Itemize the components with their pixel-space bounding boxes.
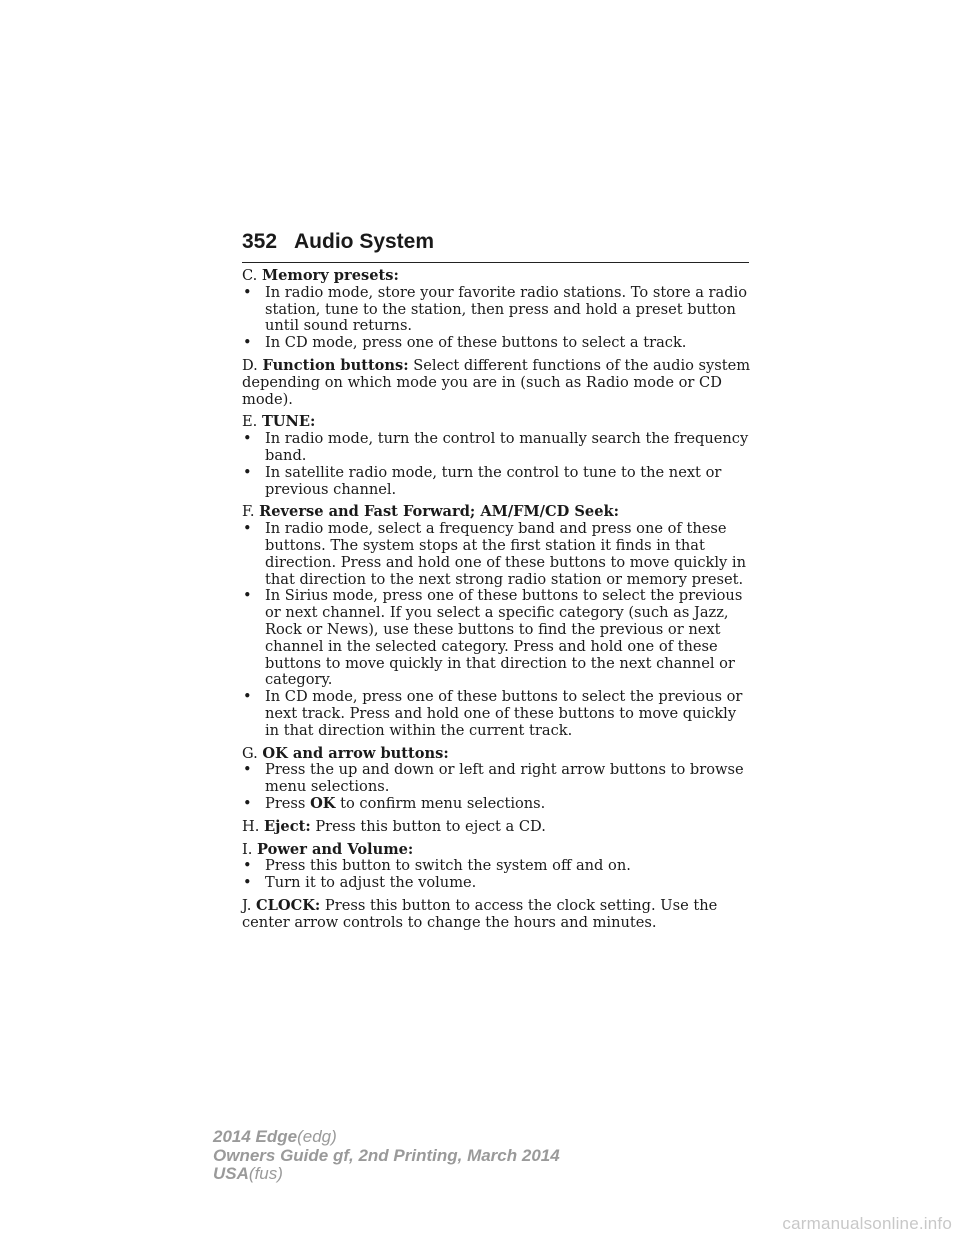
list-item: • In radio mode, store your favorite radio stations. To store a radio station, tune to the station, then press and hold a preset button until sound returns. xyxy=(242,285,752,335)
list-item: • In Sirius mode, press one of these buttons to select the previous or next channel. If you select a specific category (such as Jazz, Rock or News), use these buttons to find the previous or next channel in the selected category. Press and hold one of these buttons to move quickly in that direction to the next channel or category. xyxy=(242,588,752,689)
footer-model-code: (edg) xyxy=(297,1127,337,1146)
section-title: Audio System xyxy=(294,230,435,253)
footer-guide-info: Owners Guide gf, 2nd Printing, March 2014 xyxy=(213,1145,560,1165)
item-letter: G. xyxy=(242,744,258,762)
item-g-heading xyxy=(242,746,752,763)
item-i-bullets xyxy=(242,858,752,892)
footer-market: USA xyxy=(213,1164,249,1183)
page-header xyxy=(242,226,749,263)
list-item-suffix: to confirm menu selections. xyxy=(340,794,546,812)
item-label: Function buttons: xyxy=(262,356,409,374)
footer-line-market xyxy=(213,1165,560,1184)
item-letter: D. xyxy=(242,356,258,374)
item-e-heading xyxy=(242,414,752,431)
item-text: Press this button to access the clock setting. Use the center arrow controls to change the hours and minutes. xyxy=(242,896,718,931)
item-label: TUNE: xyxy=(261,413,316,431)
item-j xyxy=(242,898,752,932)
item-label: Reverse and Fast Forward; AM/FM/CD Seek: xyxy=(259,503,619,521)
item-label: OK and arrow buttons: xyxy=(262,744,449,762)
item-label: Memory presets: xyxy=(261,267,399,284)
list-item: • In CD mode, press one of these buttons to select a track. xyxy=(242,335,752,352)
ok-label: OK xyxy=(310,794,336,812)
list-item: • In CD mode, press one of these buttons to select the previous or next track. Press and hold one of these buttons to move quickly in that direction within the current track. xyxy=(242,689,752,739)
watermark: carmanualsonline.info xyxy=(782,1214,952,1233)
footer-line-model xyxy=(213,1128,560,1147)
item-c-bullets xyxy=(242,285,752,352)
page-footer xyxy=(213,1128,560,1184)
item-label: CLOCK: xyxy=(256,896,321,914)
item-letter: J. xyxy=(242,896,252,914)
list-item-prefix: Press xyxy=(265,794,306,812)
list-item: • Press this button to switch the system off and on. xyxy=(242,858,752,875)
list-item: • In radio mode, turn the control to manually search the frequency band. xyxy=(242,431,752,465)
list-item: • Turn it to adjust the volume. xyxy=(242,875,752,892)
footer-model: 2014 Edge xyxy=(213,1127,298,1146)
item-letter: I. xyxy=(242,840,253,858)
item-f-heading xyxy=(242,504,752,521)
page-number: 352 xyxy=(242,230,278,253)
item-letter: E. xyxy=(242,413,258,431)
list-item: • In radio mode, select a frequency band and press one of these buttons. The system stops at the first station it finds in that direction. Press and hold one of these buttons to move quickly in that direction to the next strong radio station or memory preset. xyxy=(242,521,752,588)
item-g-bullets xyxy=(242,762,752,812)
item-letter: F. xyxy=(242,503,255,521)
item-h xyxy=(242,819,752,836)
list-item: • Press the up and down or left and right arrow buttons to browse menu selections. xyxy=(242,762,752,796)
item-letter: H. xyxy=(242,817,260,835)
item-label: Power and Volume: xyxy=(257,840,414,858)
item-e-bullets xyxy=(242,431,752,498)
item-i-heading xyxy=(242,842,752,859)
item-f-bullets xyxy=(242,521,752,739)
list-item xyxy=(242,796,752,813)
list-item: • In satellite radio mode, turn the control to tune to the next or previous channel. xyxy=(242,465,752,499)
page-content xyxy=(242,268,752,937)
item-d xyxy=(242,358,752,408)
footer-market-code: (fus) xyxy=(248,1164,283,1183)
item-c-heading xyxy=(242,268,752,285)
item-text: Select different functions of the audio system depending on which mode you are in (such as Radio mode or CD mode). xyxy=(242,356,751,408)
item-text: Press this button to eject a CD. xyxy=(315,817,546,835)
item-letter: C. xyxy=(242,267,258,284)
item-label: Eject: xyxy=(264,817,311,835)
